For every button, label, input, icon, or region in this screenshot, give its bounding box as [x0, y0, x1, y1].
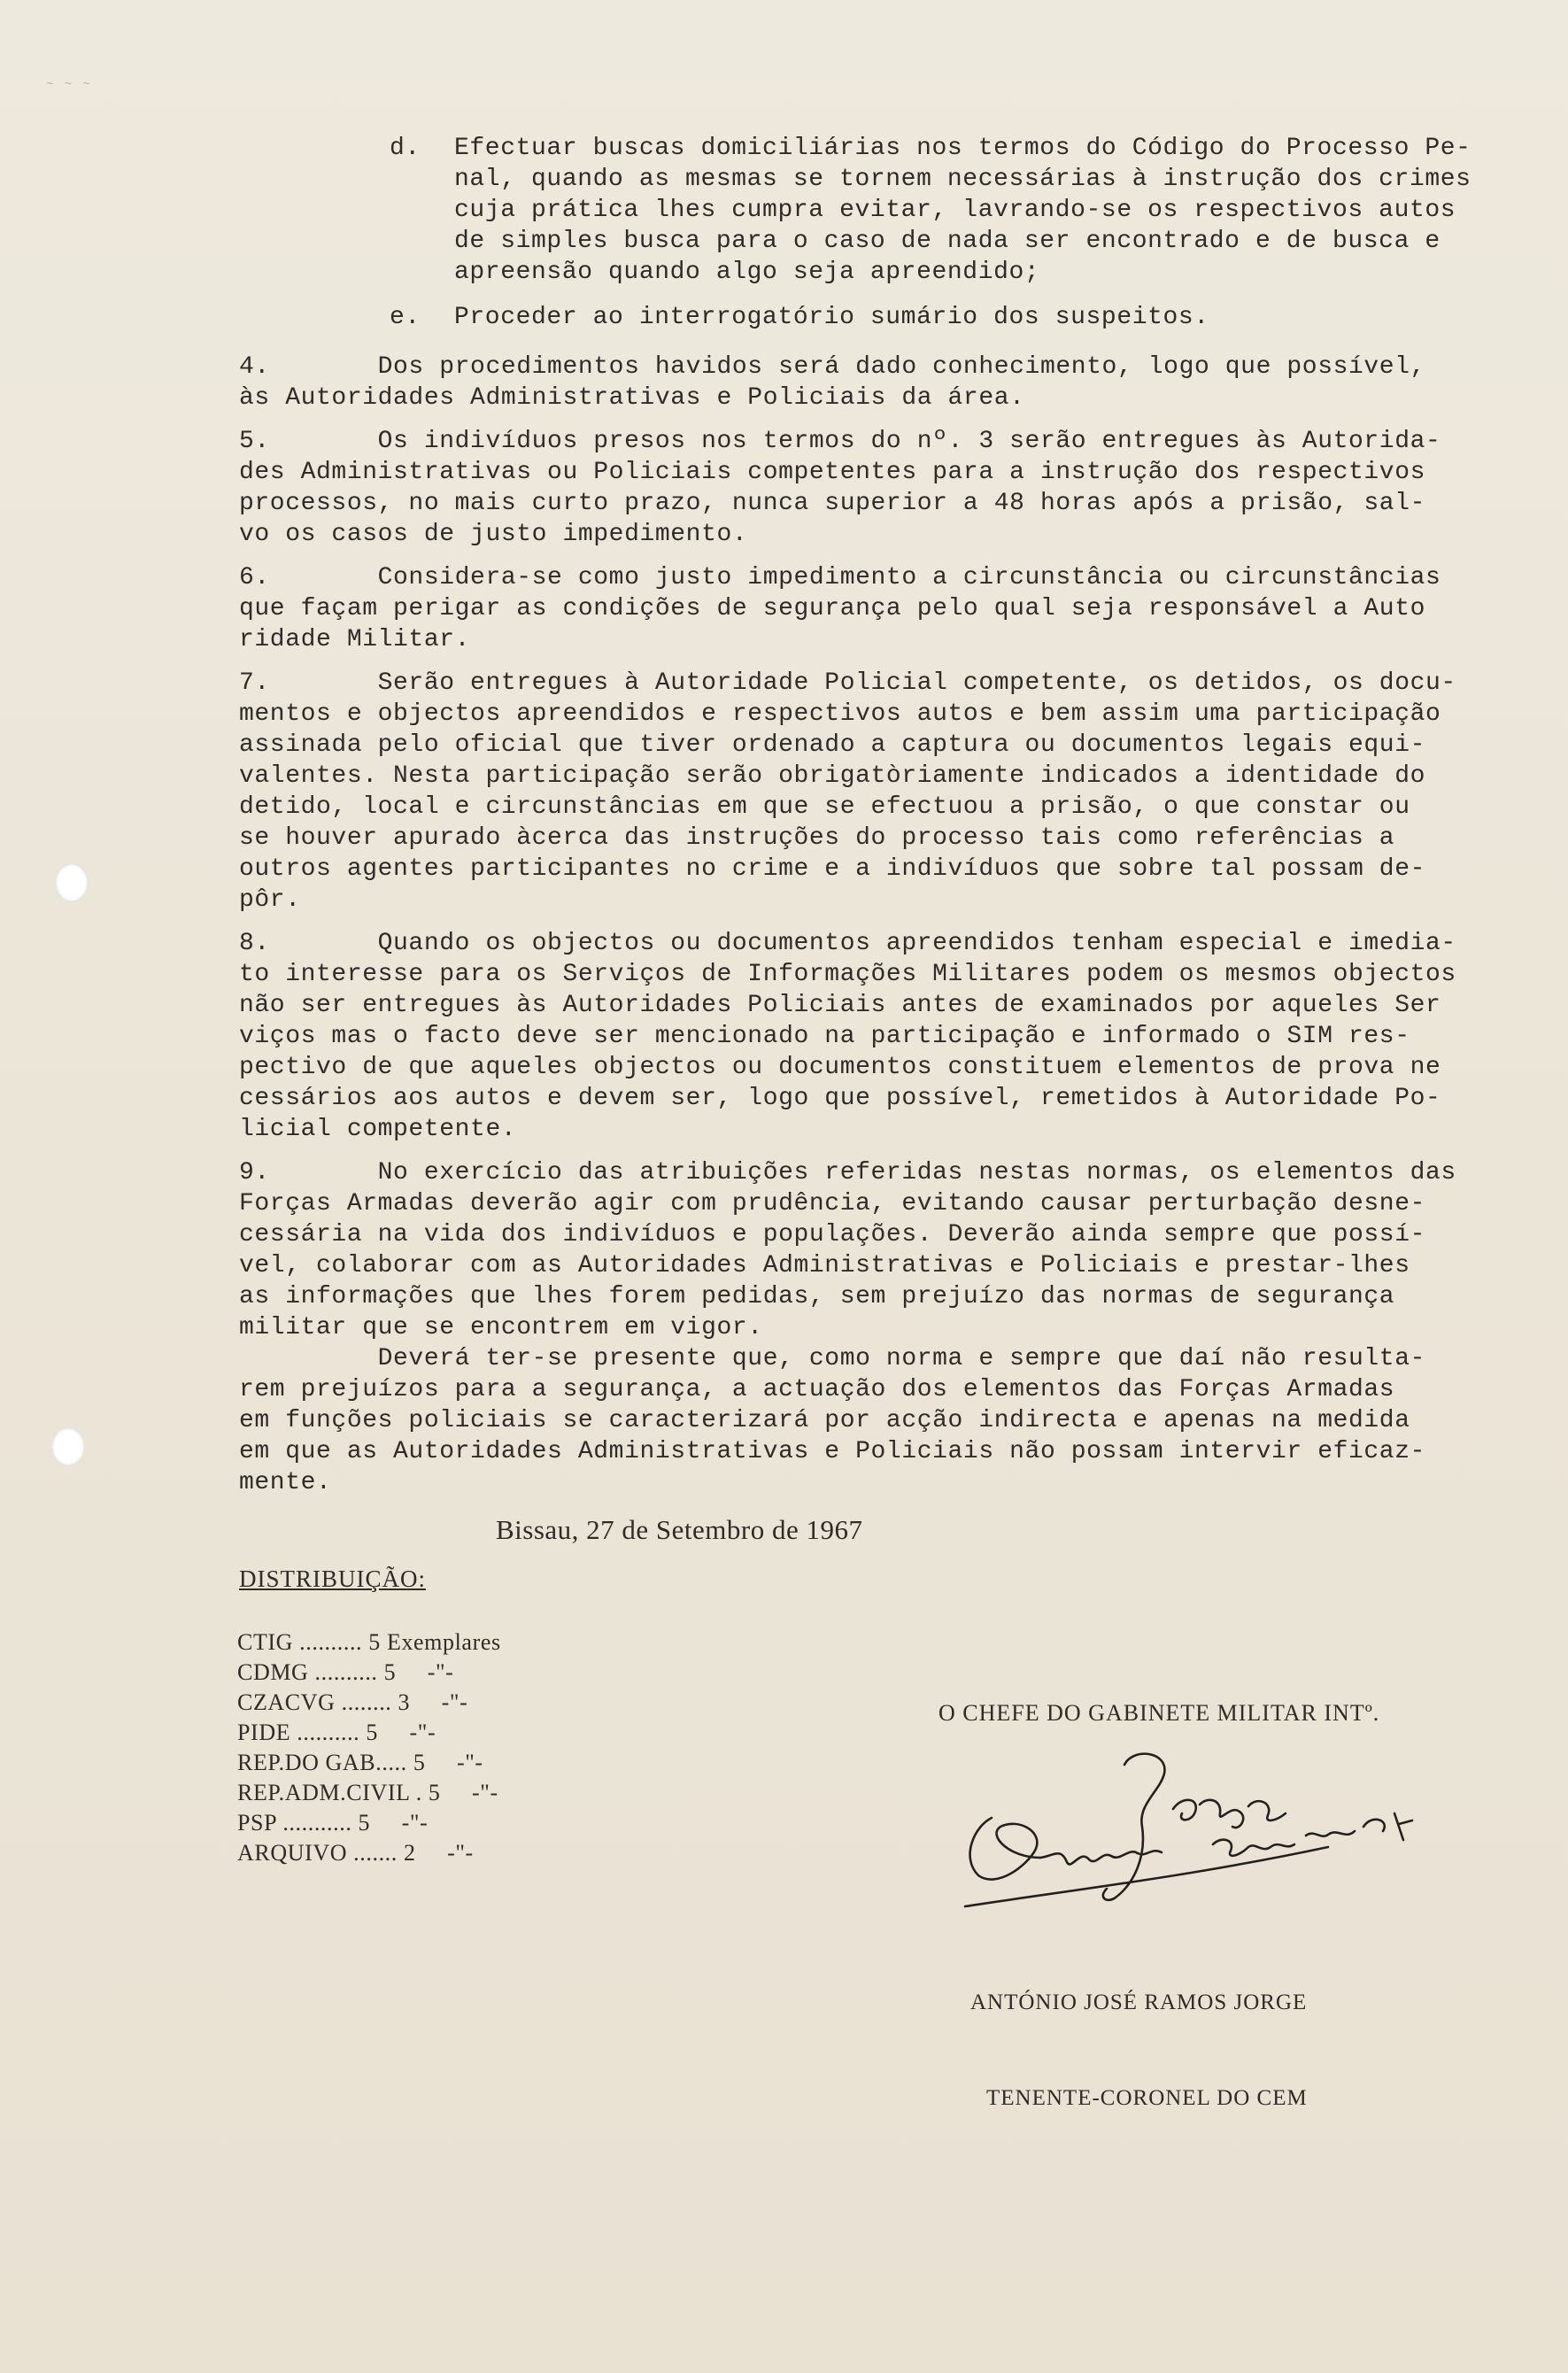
sub-item-e: [239, 302, 1514, 339]
text-line: 7. Serão entregues à Autoridade Policial competente, os detidos, os docu-: [239, 669, 1456, 697]
text-line: em que as Autoridades Administrativas e Policiais não possam intervir eficaz-: [239, 1438, 1426, 1465]
text-line: detido, local e circunstâncias em que se efectuou a prisão, o que constar ou: [239, 793, 1410, 821]
sub-item-letter: d.: [390, 135, 421, 162]
text-line: Proceder ao interrogatório sumário dos suspeitos.: [454, 304, 1209, 331]
place-date: Bissau, 27 de Setembro de 1967: [496, 1514, 863, 1545]
text-line: processos, no mais curto prazo, nunca superior a 48 horas após a prisão, sal-: [239, 490, 1426, 517]
corner-mark: ~ ~ ~: [46, 78, 93, 92]
text-line: to interesse para os Serviços de Informações Militares podem os mesmos objectos: [239, 961, 1456, 988]
signatory-name: ANTÓNIO JOSÉ RAMOS JORGE: [970, 1990, 1308, 2014]
signatory-rank: TENENTE-CORONEL DO CEM: [986, 2086, 1308, 2110]
text-line: 6. Considera-se como justo impedimento a circunstância ou circunstâncias: [239, 564, 1441, 591]
document-body: [239, 133, 1514, 1498]
text-line: as informações que lhes forem pedidas, sem prejuízo das normas de segurança: [239, 1283, 1395, 1310]
text-line: 5. Os indivíduos presos nos termos do nº. 3 serão entregues às Autorida-: [239, 428, 1441, 455]
distribution-row: CDMG .......... 5 -"-: [237, 1659, 454, 1685]
text-line: vo os casos de justo impedimento.: [239, 521, 748, 548]
text-line: cessária na vida dos indivíduos e populações. Deverão ainda sempre que possí-: [239, 1221, 1426, 1248]
handwritten-signature: [956, 1743, 1452, 1920]
text-line: valentes. Nesta participação serão obrigatòriamente indicados a identidade do: [239, 762, 1426, 790]
text-line: vel, colaborar com as Autoridades Administrativas e Policiais e prestar-lhes: [239, 1252, 1410, 1279]
distribution-row: REP.ADM.CIVIL . 5 -"-: [237, 1780, 498, 1805]
text-line: em funções policiais se caracterizará por acção indirecta e apenas na medida: [239, 1407, 1410, 1434]
text-line: ridade Militar.: [239, 626, 471, 653]
paragraph-6: [239, 562, 1514, 655]
text-line: Forças Armadas deverão agir com prudência, evitando causar perturbação desne-: [239, 1190, 1426, 1217]
text-line: licial competente.: [239, 1116, 517, 1143]
text-line: de simples busca para o caso de nada ser encontrado e de busca e: [454, 228, 1441, 255]
text-line: mentos e objectos apreendidos e respectivos autos e bem assim uma participação: [239, 700, 1441, 728]
paragraph-7: [239, 668, 1514, 916]
distribution-row: REP.DO GAB..... 5 -"-: [237, 1750, 483, 1775]
paragraph-4: [239, 352, 1514, 414]
distribution-row: ARQUIVO ....... 2 -"-: [237, 1840, 474, 1866]
text-line: às Autoridades Administrativas e Policiais da área.: [239, 384, 1025, 412]
text-line: nal, quando as mesmas se tornem necessárias à instrução dos crimes: [454, 166, 1471, 193]
text-line: Deverá ter-se presente que, como norma e sempre que daí não resulta-: [239, 1345, 1426, 1372]
text-line: 8. Quando os objectos ou documentos apreendidos tenham especial e imedia-: [239, 930, 1456, 957]
text-line: pôr.: [239, 886, 301, 914]
text-line: apreensão quando algo seja apreendido;: [454, 259, 1040, 286]
distribution-list: [237, 1627, 501, 1868]
text-line: assinada pelo oficial que tiver ordenado a captura ou documentos legais equi-: [239, 731, 1426, 759]
distribution-row: PSP ........... 5 -"-: [237, 1810, 429, 1836]
text-line: se houver apurado àcerca das instruções do processo tais como referências a: [239, 824, 1395, 852]
signature-block: [938, 1700, 1505, 2110]
text-line: viços mas o facto deve ser mencionado na participação e informado o SIM res-: [239, 1023, 1410, 1050]
text-line: mente.: [239, 1469, 332, 1496]
signatory-name-block: [970, 1923, 1308, 2178]
text-line: outros agentes participantes no crime e a indivíduos que sobre tal possam de-: [239, 855, 1426, 883]
text-line: 4. Dos procedimentos havidos será dado conhecimento, logo que possível,: [239, 353, 1426, 381]
paragraph-8: [239, 928, 1514, 1145]
text-line: Efectuar buscas domiciliárias nos termos do Código do Processo Pe-: [454, 135, 1471, 162]
text-line: militar que se encontrem em vigor.: [239, 1314, 763, 1341]
punch-hole-upper: [55, 863, 89, 902]
text-line: que façam perigar as condições de segurança pelo qual seja responsável a Auto: [239, 595, 1426, 622]
paragraph-9: [239, 1157, 1514, 1498]
distribution-row: CTIG .......... 5 Exemplares: [237, 1629, 501, 1655]
distribution-row: PIDE .......... 5 -"-: [237, 1720, 436, 1745]
text-line: des Administrativas ou Policiais competentes para a instrução dos respectivos: [239, 459, 1426, 486]
paragraph-5: [239, 426, 1514, 550]
signatory-office: O CHEFE DO GABINETE MILITAR INTº.: [938, 1700, 1380, 1726]
text-line: rem prejuízos para a segurança, a actuação dos elementos das Forças Armadas: [239, 1376, 1395, 1403]
distribution-row: CZACVG ........ 3 -"-: [237, 1689, 468, 1715]
text-line: não ser entregues às Autoridades Policiais antes de examinados por aqueles Ser: [239, 992, 1441, 1019]
sub-item-d: [239, 133, 1514, 288]
text-line: cuja prática lhes cumpra evitar, lavrando-se os respectivos autos: [454, 197, 1456, 224]
sub-item-letter: e.: [390, 304, 421, 331]
distribution-title: DISTRIBUIÇÃO:: [239, 1565, 427, 1592]
punch-hole-lower: [51, 1427, 85, 1466]
text-line: pectivo de que aqueles objectos ou documentos constituem elementos de prova ne: [239, 1054, 1441, 1081]
text-line: cessários aos autos e devem ser, logo que possível, remetidos à Autoridade Po-: [239, 1085, 1441, 1112]
text-line: 9. No exercício das atribuições referidas nestas normas, os elementos das: [239, 1159, 1456, 1186]
